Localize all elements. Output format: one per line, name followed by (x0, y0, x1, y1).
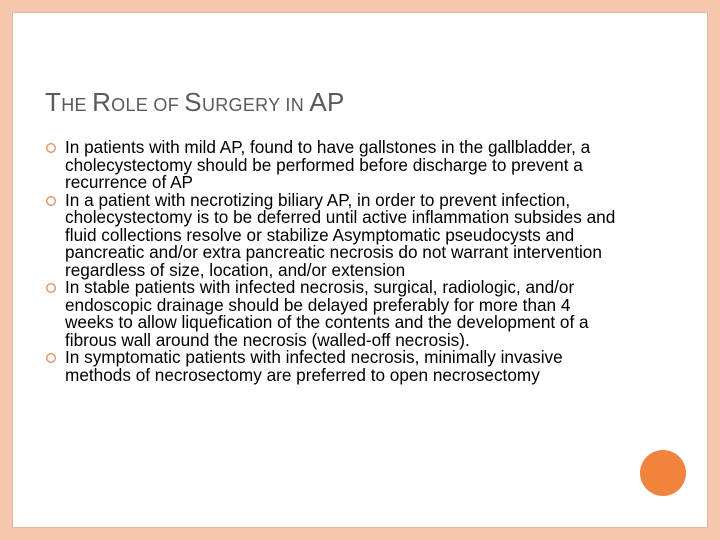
slide-title (45, 87, 345, 118)
bullet-item (43, 189, 623, 280)
decorative-circle (640, 450, 686, 496)
bullet-item (43, 349, 623, 384)
bullet-circle-icon (45, 195, 57, 207)
bullet-item (43, 139, 623, 192)
bullet-circle-icon (45, 142, 57, 154)
bullet-text: In a patient with necrotizing biliary AP, in order to prevent infection, cholecystectomy is to be deferred until active inflammation subsides and fluid collections resolve or stabilize Asymptomatic pseudocysts and pancreatic and/or extra pancreatic necrosis do not warrant intervention regardless of size, location, and/or extension (65, 189, 616, 280)
title-part: URGERY IN (201, 95, 310, 115)
bullet-text: In stable patients with infected necrosis, surgical, radiologic, and/or endoscopic drainage should be delayed preferably for more than 4 weeks to allow liquefication of the contents and the development of a fibrous wall around the necrosis (walled-off necrosis). (65, 277, 589, 350)
bullet-text: In patients with mild AP, found to have gallstones in the gallbladder, a cholecystectomy should be performed before discharge to prevent a recurrence of AP (65, 137, 591, 192)
bullet-circle-icon (45, 282, 57, 294)
title-part: HE (61, 95, 93, 115)
bullet-list (43, 139, 623, 384)
title-part: R (92, 87, 112, 117)
bullet-item (43, 279, 623, 349)
title-part: T (45, 87, 62, 117)
bullet-circle-icon (45, 352, 57, 364)
slide (12, 12, 708, 528)
title-part: AP (309, 87, 345, 117)
title-part: S (184, 87, 202, 117)
bullet-text: In symptomatic patients with infected necrosis, minimally invasive methods of necrosectomy are preferred to open necrosectomy (65, 347, 563, 385)
title-part: OLE OF (111, 95, 185, 115)
